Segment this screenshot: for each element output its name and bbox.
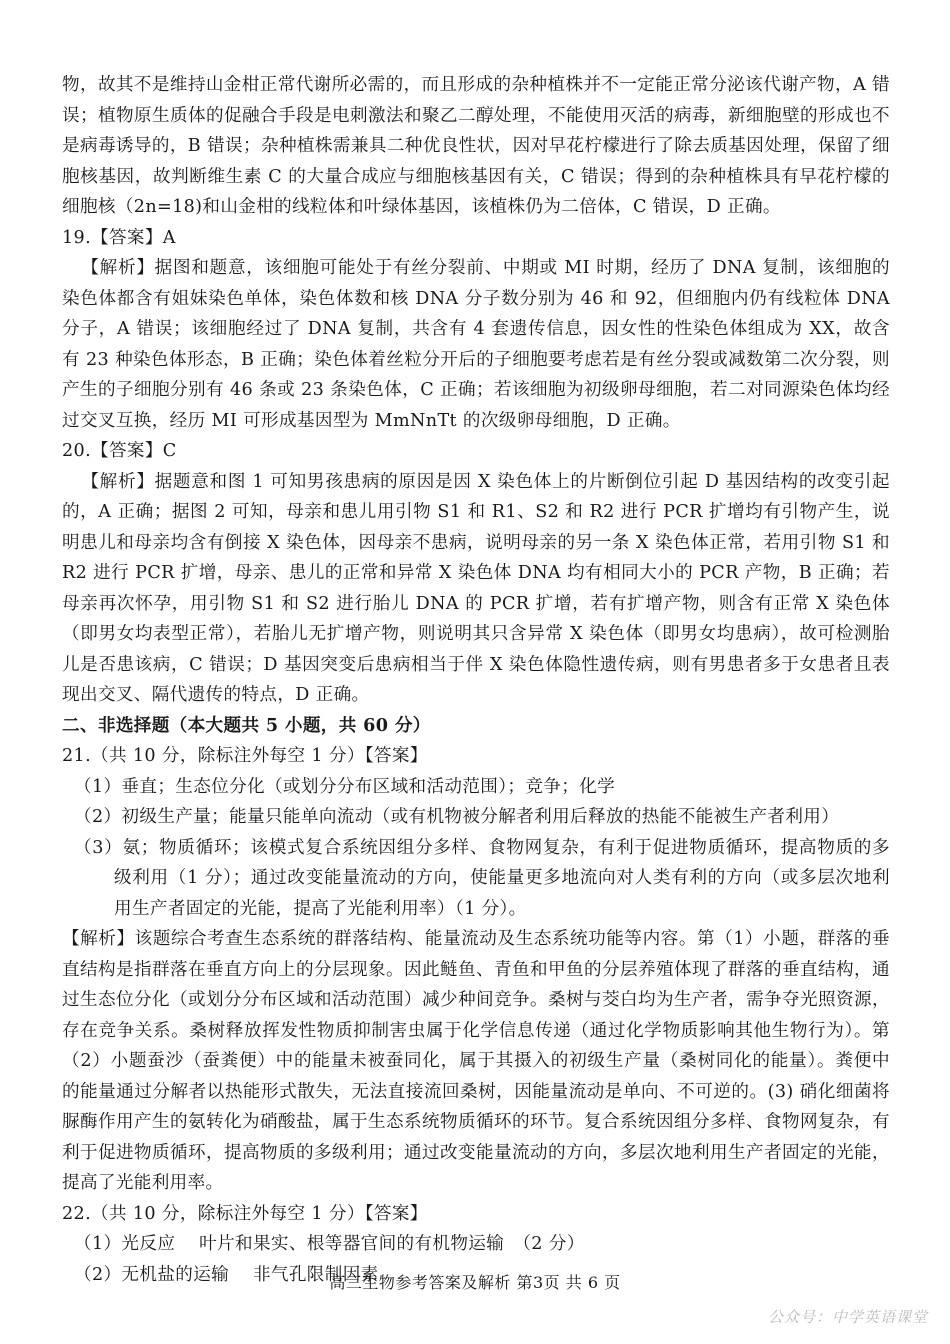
answer-heading-20: 20.【答案】C — [62, 441, 177, 461]
section-heading: 二、非选择题（本大题共 5 小题，共 60 分） — [62, 714, 431, 736]
analysis-19: 【解析】据图和题意，该细胞可能处于有丝分裂前、中期或 MI 时期，经历了 DNA 复制，该细胞的染色体都含有姐妹染色单体，染色体数和核 DNA 分子数分别为 46 和 92，但细胞内仍有线粒体 DNA 分子，A 错误；该细胞经过了 DNA 复制，共含有 4 套遗传信息，因女性的性染色体组成为 XX，故含有 23 种染色体形态，B 正确；染色体着丝粒分开后的子细胞要考虑若是有丝分裂或减数第二次分裂，则产生的子细胞分别有 46 条或 23 条染色体，C 正确；若该细胞为初级卵母细胞，若二对同源染色体均经过交叉互换，经历 MI 可形成基因型为 MmNnTt 的次级卵母细胞，D 正确。 — [62, 258, 890, 431]
answer-21-part1: （1）垂直；生态位分化（或划分分布区域和活动范围）；竞争；化学 — [74, 776, 616, 797]
answer-21-part2: （2）初级生产量；能量只能单向流动（或有机物被分解者利用后释放的热能不能被生产者利用） — [74, 807, 840, 827]
answer-heading-21: 21.（共 10 分，除标注外每空 1 分）【答案】 — [62, 746, 428, 766]
answer-21-part3: （3）氨；物质循环；该模式复合系统因组分多样、食物网复杂，有利于促进物质循环，提高物质的多级利用（1 分）；通过改变能量流动的方向，使能量更多地流向对人类有利的方向（或多层次地利用生产者固定的光能，提高了光能利用率）（1 分）。 — [74, 837, 890, 919]
analysis-21: 【解析】该题综合考查生态系统的群落结构、能量流动及生态系统功能等内容。第（1）小题，群落的垂直结构是指群落在垂直方向上的分层现象。因此鲢鱼、青鱼和甲鱼的分层养殖体现了群落的垂直结构，通过生态位分化（或划分分布区域和活动范围）减少种间竞争。桑树与茭白均为生产者，需争夺光照资源，存在竞争关系。桑树释放挥发性物质抑制害虫属于化学信息传递（通过化学物质影响其他生物行为）。第（2）小题蚕沙（蚕粪便）中的能量未被蚕同化，属于其摄入的初级生产量（桑树同化的能量）。粪便中的能量通过分解者以热能形式散失，无法直接流回桑树，因能量流动是单向、不可逆的。(3) 硝化细菌将脲酶作用产生的氨转化为硝酸盐，属于生态系统物质循环的环节。复合系统因组分多样、食物网复杂，有利于促进物质循环，提高物质的多级利用；通过改变能量流动的方向，多层次地利用生产者固定的光能，提高了光能利用率。 — [62, 929, 890, 1193]
answer-22-part2: （2）无机盐的运输 非气孔限制因素 — [74, 1264, 379, 1285]
document-body — [62, 70, 890, 1290]
watermark: 公众号：中学英语课堂 — [767, 1308, 928, 1326]
analysis-20: 【解析】据题意和图 1 可知男孩患病的原因是因 X 染色体上的片断倒位引起 D 基因结构的改变引起的，A 正确；据图 2 可知，母亲和患儿用引物 S1 和 R1、S2 和 R2 进行 PCR 扩增均有引物产生，说明患儿和母亲均含有倒接 X 染色体，因母亲不患病，说明母亲的另一条 X 染色体正常，若用引物 S1 和 R2 进行 PCR 扩增，母亲、患儿的正常和异常 X 染色体 DNA 均有相同大小的 PCR 产物，B 正确；若母亲再次怀孕，用引物 S1 和 S2 进行胎儿 DNA 的 PCR 扩增，若有扩增产物，则含有正常 X 染色体（即男女均表型正常），若胎儿无扩增产物，则说明其只含异常 X 染色体（即男女均患病），故可检测胎儿是否患该病，C 错误；D 基因突变后患病相当于伴 X 染色体隐性遗传病，则有男患者多于女患者且表现出交叉、隔代遗传的特点，D 正确。 — [62, 471, 890, 705]
page-footer: 高三生物参考答案及解析 第3页 共 6 页 — [329, 1273, 621, 1292]
answer-heading-19: 19.【答案】A — [62, 227, 176, 248]
answer-22-part1: （1）光反应 叶片和果实、根等器官间的有机物运输 （2 分） — [74, 1234, 585, 1254]
paragraph-q18-tail: 物，故其不是维持山金柑正常代谢所必需的，而且形成的杂种植株并不一定能正常分泌该代谢产物，A 错误；植物原生质体的促融合手段是电刺激法和聚乙二醇处理，不能使用灭活的病毒，新细胞壁的形成也不是病毒诱导的，B 错误；杂种植株需兼具二种优良性状，因对早花柠檬进行了除去质基因处理，保留了细胞核基因，故判断维生素 C 的大量合成应与细胞核基因有关，C 错误；得到的杂种植株具有早花柠檬的细胞核（2n=18)和山金柑的线粒体和叶绿体基因，该植株仍为二倍体，C 错误，D 正确。 — [62, 75, 890, 217]
answer-heading-22: 22.（共 10 分，除标注外每空 1 分）【答案】 — [62, 1203, 428, 1224]
